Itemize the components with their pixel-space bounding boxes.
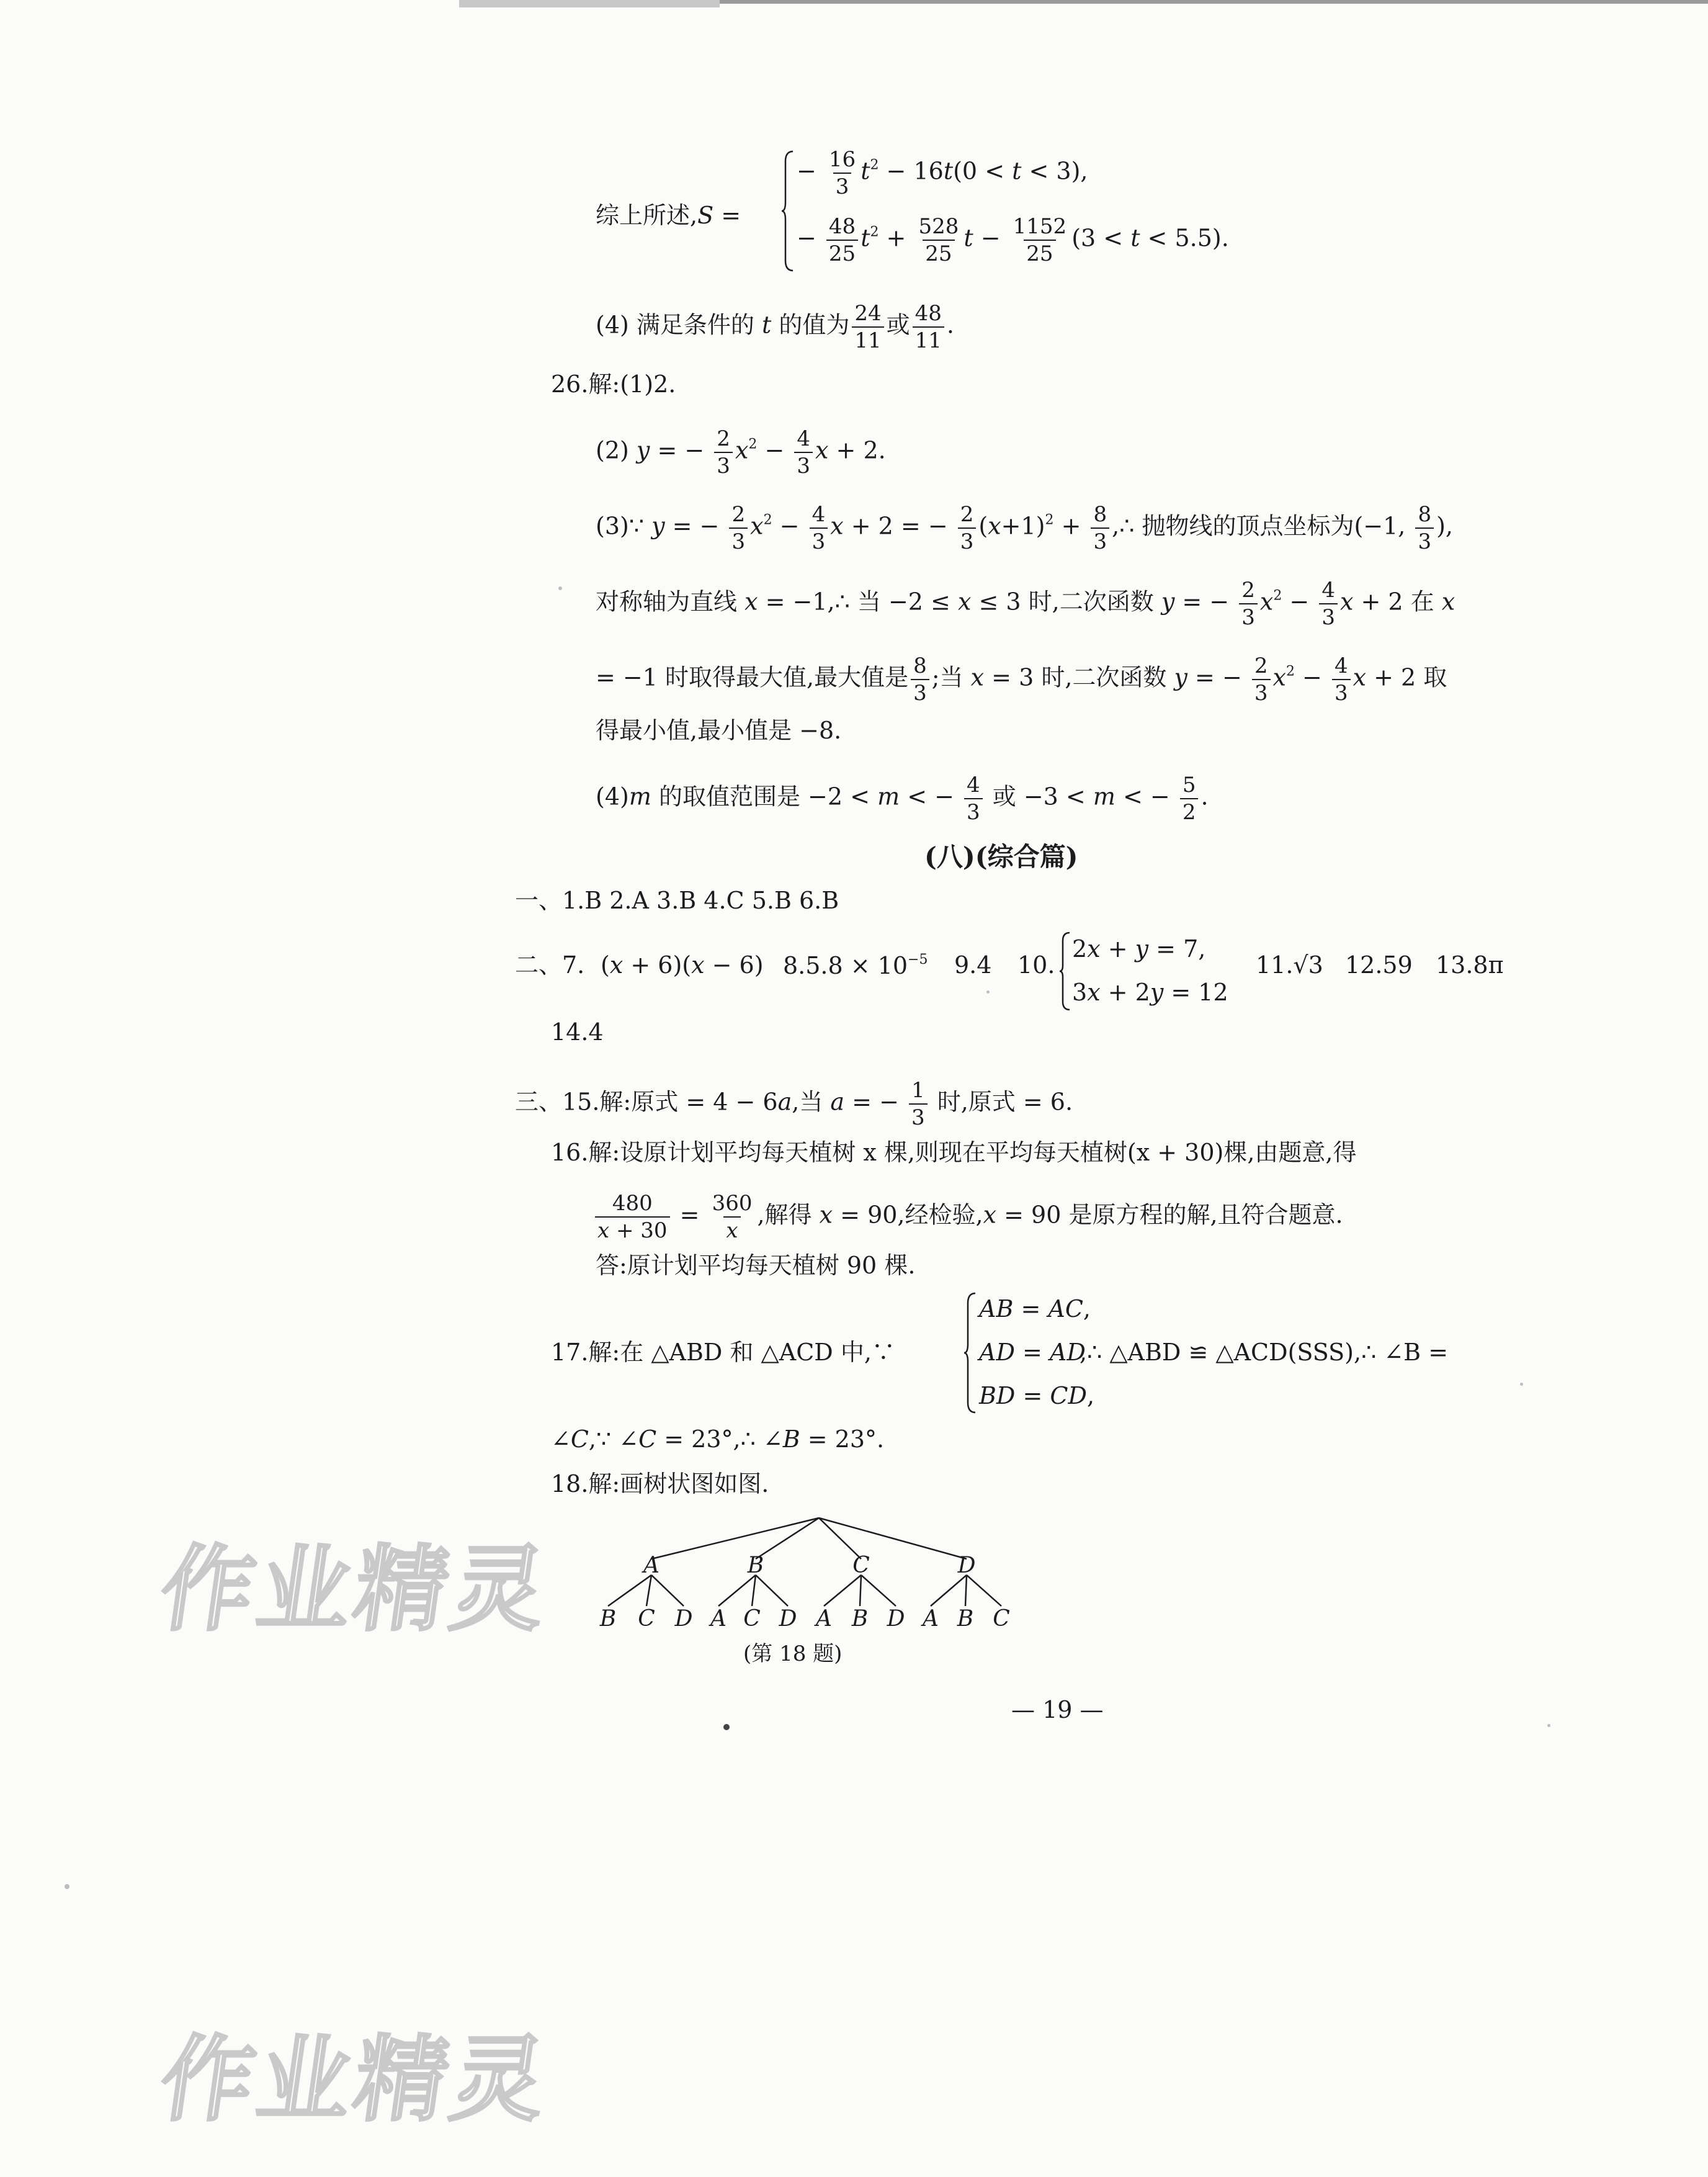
fill-10-label: 10. [1017, 951, 1055, 979]
scan-speck [723, 1724, 730, 1730]
fill-12: 12.59 [1345, 951, 1413, 979]
p26-part3-line1: (3)∵ y = − $\frac{2}{3}$ $x^2$ − $\frac{4}{3}$ x + 2 = − $\frac{2}{3}$ $(x+1)^2$ + $\frac{8}{3}$ ,∴ 抛物线的顶点坐标为(−1, $\frac{8}{3}$ ), [596, 502, 1454, 554]
watermark-bottom: 作业精灵 [153, 2026, 557, 2134]
p25-piecewise [780, 149, 1289, 273]
scan-speck [986, 990, 990, 994]
tree-caption: (第 18 题) [743, 1641, 843, 1666]
mc-answers: 一、1.B 2.A 3.B 4.C 5.B 6.B [515, 887, 839, 914]
tree-node-l1-2: C [852, 1553, 870, 1578]
left-brace-icon [780, 149, 797, 273]
p25-case1: − $\frac{16}{3}$ $t^2 - 16t(0 < t < 3)$, [797, 147, 1088, 199]
q15: 三、15.解:原式 = 4 − 6a,当 a = − $\frac{1}{3}$ 时,原式 = 6. [515, 1078, 1073, 1130]
q16-line1: 16.解:设原计划平均每天植树 x 棵,则现在平均每天植树(x + 30)棵,由题意,得 [551, 1139, 1357, 1166]
q17-row2: AD = AD [979, 1339, 1086, 1366]
q16-line2: $\frac{480}{x + 30}$ = $\frac{360}{x}$ ,解得 x = 90,经检验,x = 90 是原方程的解,且符合题意. [592, 1193, 1343, 1241]
fill-14: 14.4 [551, 1018, 604, 1046]
p25-summary-label: 综上所述,S = [596, 202, 741, 229]
q17-lead: 17.解:在 △ABD 和 △ACD 中,∵ [551, 1339, 895, 1366]
left-brace-icon [963, 1291, 979, 1415]
p26-part2: (2) y = − $\frac{2}{3}$ $x^2$ − $\frac{4}{3}$ x + 2. [596, 426, 886, 478]
fill-8: $8.5.8 \times 10^{-5}$ [783, 952, 928, 979]
q18: 18.解:画树状图如图. [551, 1470, 769, 1497]
fill-13: 13.8π [1436, 951, 1504, 979]
p26-part3-line3: = −1 时取得最大值,最大值是 $\frac{8}{3}$ ;当 x = 3 时,二次函数 y = − $\frac{2}{3}$ $x^2$ − $\frac{4}{3}$ x + 2 取 [596, 653, 1447, 706]
q17-row3: BD = CD, [979, 1382, 1095, 1409]
fill-11: 11.√3 [1256, 951, 1323, 979]
q17-tail: ,∴ △ABD ≌ △ACD(SSS),∴ ∠B = [1080, 1339, 1449, 1366]
tree-leaf: C [743, 1606, 761, 1632]
tree-node-l1-0: A [643, 1553, 660, 1578]
tree-leaf: B [851, 1606, 869, 1632]
page-number: — 19 — [1011, 1696, 1104, 1723]
scan-speck [558, 586, 562, 590]
section-title: (八)(综合篇) [924, 842, 1078, 872]
tree-diagram [583, 1508, 1042, 1651]
tree-leaf: B [599, 1606, 617, 1632]
q17-line2: ∠C,∵ ∠C = 23°,∴ ∠B = 23°. [551, 1425, 885, 1453]
tree-leaf: D [674, 1606, 693, 1632]
tree-node-l1-3: D [957, 1553, 976, 1578]
scan-speck [65, 1884, 69, 1889]
tree-leaf: A [710, 1606, 727, 1632]
fill-7: (x + 6)(x − 6) [601, 951, 764, 979]
p26-head: 26.解:(1)2. [551, 370, 676, 398]
fill-10-system [1058, 931, 1245, 1012]
fill-9: 9.4 [954, 951, 992, 979]
tree-leaf: B [957, 1606, 974, 1632]
tree-leaf: A [923, 1606, 939, 1632]
q17-row1: AB = AC, [979, 1295, 1091, 1322]
fill-prefix: 二、7. [515, 951, 585, 979]
p26-part3-line2: 对称轴为直线 x = −1,∴ 当 −2 ≤ x ≤ 3 时,二次函数 y = − $\frac{2}{3}$ $x^2$ − $\frac{4}{3}$ x + 2 在 x [596, 578, 1455, 630]
p26-part4: (4)m 的取值范围是 −2 < m < − $\frac{4}{3}$ 或 −3 < m < − $\frac{5}{2}$ . [596, 773, 1209, 825]
tree-leaf: D [887, 1606, 905, 1632]
fill-10-eq2: 3x + 2y = 12 [1072, 979, 1228, 1006]
fill-10-eq1: 2x + y = 7, [1072, 935, 1206, 963]
tree-leaf: C [638, 1606, 655, 1632]
scan-speck [1547, 1724, 1550, 1727]
watermark-top: 作业精灵 [153, 1536, 557, 1644]
tree-leaf: C [993, 1606, 1010, 1632]
tree-node-l1-1: B [747, 1553, 764, 1578]
scan-speck [1520, 1383, 1523, 1386]
p25-case2: − $\frac{48}{25}$ $t^2$ + $\frac{528}{25}$ t − $\frac{1152}{25}$ (3 < t < 5.5). [797, 214, 1229, 266]
left-brace-icon [1058, 931, 1072, 1012]
scan-top-marks [459, 0, 720, 7]
tree-leaf: A [816, 1606, 832, 1632]
tree-leaf: D [779, 1606, 797, 1632]
p26-part3-line4: 得最小值,最小值是 −8. [596, 717, 842, 744]
p25-part4: (4) 满足条件的 t 的值为 $\frac{24}{11}$ 或 $\frac{48}{11}$ . [596, 301, 955, 353]
q16-answer: 答:原计划平均每天植树 90 棵. [596, 1252, 916, 1279]
